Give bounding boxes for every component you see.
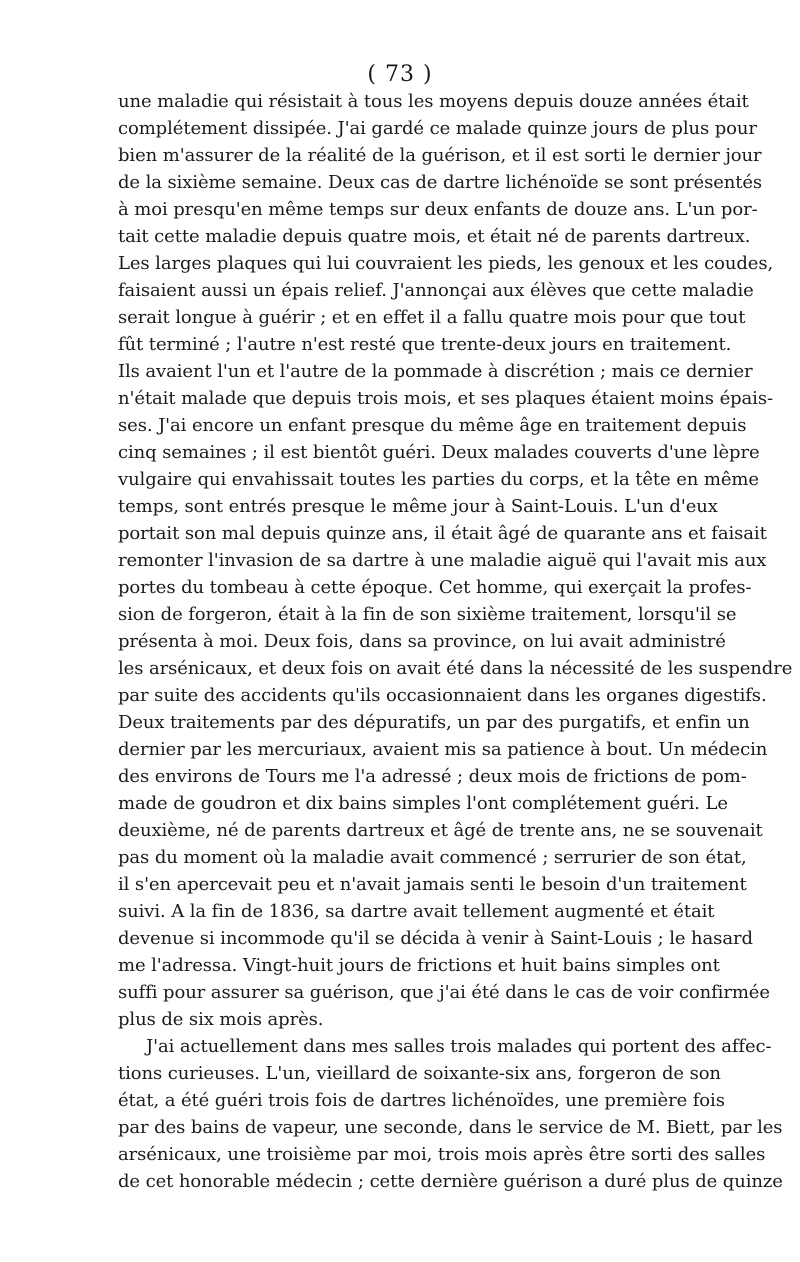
- text-line: pas du moment où la maladie avait commencé ; serrurier de son état,: [118, 847, 747, 868]
- text-line: J'ai actuellement dans mes salles trois malades qui portent des affec-: [146, 1036, 772, 1057]
- text-line: made de goudron et dix bains simples l'ont complétement guéri. Le: [118, 793, 728, 814]
- text-line: fût terminé ; l'autre n'est resté que trente-deux jours en traitement.: [118, 334, 732, 355]
- page-number: ( 73 ): [367, 62, 433, 87]
- text-line: Deux traitements par des dépuratifs, un par des purgatifs, et enfin un: [118, 712, 750, 733]
- text-line: plus de six mois après.: [118, 1009, 324, 1030]
- text-line: me l'adressa. Vingt-huit jours de frictions et huit bains simples ont: [118, 955, 720, 976]
- text-line: ses. J'ai encore un enfant presque du même âge en traitement depuis: [118, 415, 747, 436]
- text-line: portes du tombeau à cette époque. Cet homme, qui exerçait la profes-: [118, 577, 752, 598]
- text-line: vulgaire qui envahissait toutes les parties du corps, et la tête en même: [118, 469, 759, 490]
- text-line: des environs de Tours me l'a adressé ; deux mois de frictions de pom-: [118, 766, 747, 787]
- text-line: arsénicaux, une troisième par moi, trois mois après être sorti des salles: [118, 1144, 766, 1165]
- text-line: état, a été guéri trois fois de dartres lichénoïdes, une première fois: [118, 1090, 725, 1111]
- text-line: tait cette maladie depuis quatre mois, et était né de parents dartreux.: [118, 226, 751, 247]
- text-line: remonter l'invasion de sa dartre à une maladie aiguë qui l'avait mis aux: [118, 550, 767, 571]
- text-line: cinq semaines ; il est bientôt guéri. Deux malades couverts d'une lèpre: [118, 442, 760, 463]
- text-line: de cet honorable médecin ; cette dernière guérison a duré plus de quinze: [118, 1171, 783, 1192]
- text-line: complétement dissipée. J'ai gardé ce malade quinze jours de plus pour: [118, 118, 757, 139]
- text-line: serait longue à guérir ; et en effet il a fallu quatre mois pour que tout: [118, 307, 746, 328]
- text-line: Ils avaient l'un et l'autre de la pommade à discrétion ; mais ce dernier: [118, 361, 753, 382]
- text-line: temps, sont entrés presque le même jour à Saint-Louis. L'un d'eux: [118, 496, 718, 517]
- text-line: deuxième, né de parents dartreux et âgé de trente ans, ne se souvenait: [118, 820, 763, 841]
- text-line: par des bains de vapeur, une seconde, dans le service de M. Biett, par les: [118, 1117, 783, 1138]
- text-line: dernier par les mercuriaux, avaient mis sa patience à bout. Un médecin: [118, 739, 768, 760]
- text-line: présenta à moi. Deux fois, dans sa province, on lui avait administré: [118, 631, 726, 652]
- text-line: de la sixième semaine. Deux cas de dartre lichénoïde se sont présentés: [118, 172, 763, 193]
- text-line: une maladie qui résistait à tous les moyens depuis douze années était: [118, 91, 749, 112]
- text-line: suivi. A la fin de 1836, sa dartre avait tellement augmenté et était: [118, 901, 715, 922]
- text-line: devenue si incommode qu'il se décida à venir à Saint-Louis ; le hasard: [118, 928, 753, 949]
- text-line: bien m'assurer de la réalité de la guérison, et il est sorti le dernier jour: [118, 145, 762, 166]
- text-line: par suite des accidents qu'ils occasionnaient dans les organes digestifs.: [118, 685, 767, 706]
- text-line: Les larges plaques qui lui couvraient les pieds, les genoux et les coudes,: [118, 253, 774, 274]
- paragraph-1: [118, 88, 793, 1033]
- text-line: il s'en apercevait peu et n'avait jamais senti le besoin d'un traitement: [118, 874, 747, 895]
- text-line: faisaient aussi un épais relief. J'annonçai aux élèves que cette maladie: [118, 280, 754, 301]
- text-line: les arsénicaux, et deux fois on avait été dans la nécessité de les suspendre: [118, 658, 793, 679]
- text-line: tions curieuses. L'un, vieillard de soixante-six ans, forgeron de son: [118, 1063, 721, 1084]
- body-text: [118, 88, 793, 1195]
- text-line: n'était malade que depuis trois mois, et ses plaques étaient moins épais-: [118, 388, 773, 409]
- text-line: portait son mal depuis quinze ans, il était âgé de quarante ans et faisait: [118, 523, 767, 544]
- text-line: suffi pour assurer sa guérison, que j'ai été dans le cas de voir confirmée: [118, 982, 770, 1003]
- text-line: sion de forgeron, était à la fin de son sixième traitement, lorsqu'il se: [118, 604, 737, 625]
- paragraph-2: [118, 1033, 783, 1195]
- text-line: à moi presqu'en même temps sur deux enfants de douze ans. L'un por-: [118, 199, 758, 220]
